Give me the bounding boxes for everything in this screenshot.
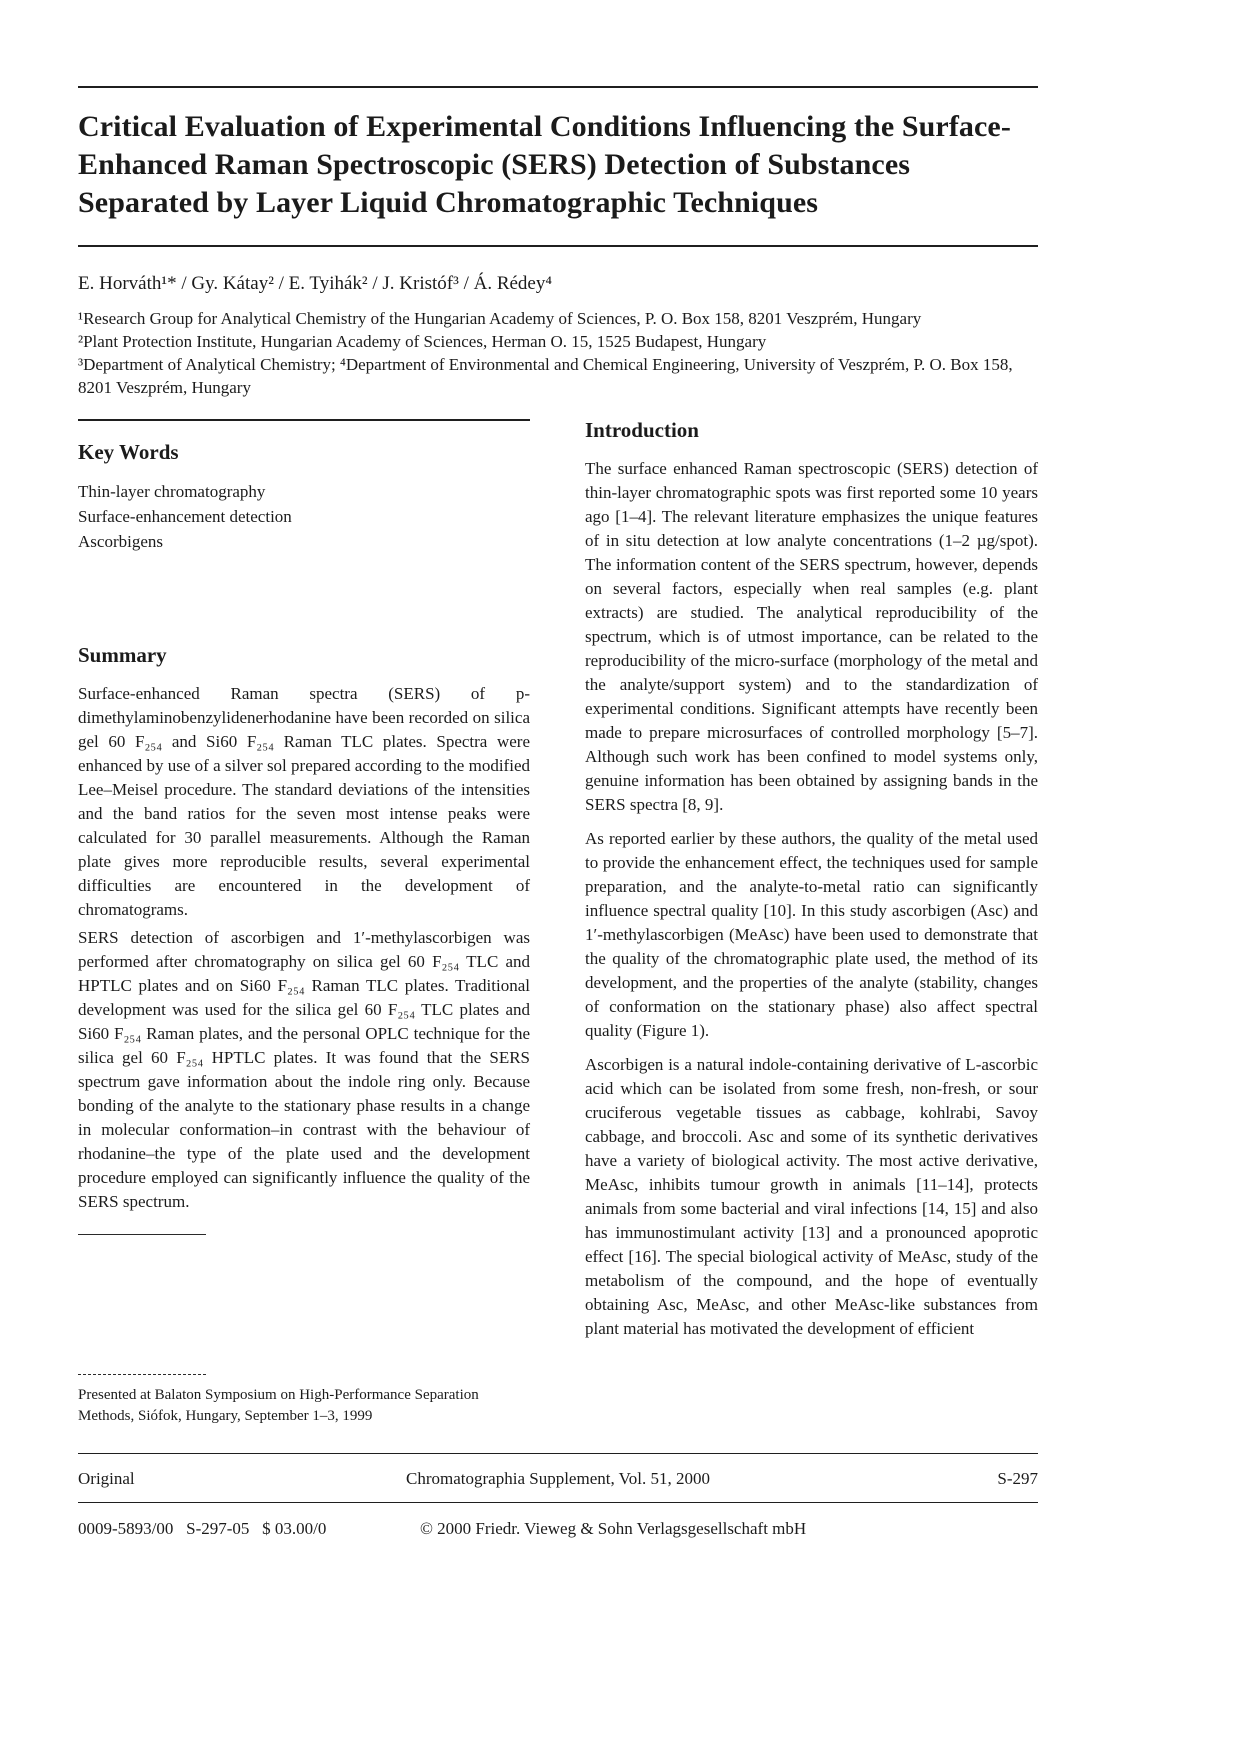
title-rule [78,245,1038,247]
article-title: Critical Evaluation of Experimental Conditions Influencing the Surface-Enhanced Raman Spectroscopic (SERS) Detection of Substances Separated by Layer Liquid Chromatographic Techniques [78,110,1011,219]
left-column [78,417,530,1427]
keyword-item: Thin-layer chromatography [78,482,266,501]
introduction-heading: Introduction [585,418,699,442]
affiliation-line: ¹Research Group for Analytical Chemistry of the Hungarian Academy of Sciences, P. O. Box 158, 8201 Veszprém, Hungary [78,309,922,328]
affiliation-line: ³Department of Analytical Chemistry; ⁴Department of Environmental and Chemical Engineering, University of Veszprém, P. O. Box 158, 8201 Veszprém, Hungary [78,355,1013,397]
summary-paragraph: Surface-enhanced Raman spectra (SERS) of p-dimethylaminobenzylidenerhodanine have been recorded on silica gel 60 F₂₅₄ and Si60 F₂₅₄ Raman TLC plates. Spectra were enhanced by use of a silver sol prepared according to the modified Lee–Meisel procedure. The standard deviations of the intensities and the band ratios for the seven most intense peaks were calculated for 30 parallel measurements. Although the Raman plate gives more reproducible results, several experimental difficulties are encountered in the development of chromatograms. [78,684,530,919]
presentation-footnote: Presented at Balaton Symposium on High-Performance Separation Methods, Siófok, Hungary, September 1–3, 1999 [78,1387,479,1424]
footer-section-label: Original [78,1469,135,1488]
footer-issn-code: 0009-5893/00 S-297-05 $ 03.00/0 [78,1519,327,1538]
summary-paragraph: SERS detection of ascorbigen and 1′-methylascorbigen was performed after chromatography on silica gel 60 F₂₅₄ TLC and HPTLC plates and on Si60 F₂₅₄ Raman TLC plates. Traditional development was used for the silica gel 60 F₂₅₄ TLC plates and Si60 F₂₅₄ Raman plates, and the personal OPLC technique for the silica gel 60 F₂₅₄ HPTLC plates. It was found that the SERS spectrum gave information about the indole ring only. Because bonding of the analyte to the stationary phase results in a change in molecular conformation–in contrast with the behaviour of rhodanine–the type of the plate used and the development procedure employed can significantly influence the quality of the SERS spectrum. [78,928,530,1211]
footnote-block [78,1354,530,1427]
summary-end-rule [78,1234,206,1235]
affiliation-line: ²Plant Protection Institute, Hungarian Academy of Sciences, Herman O. 15, 1525 Budapest, Hungary [78,332,767,351]
two-column-body [78,417,1038,1427]
footer-copyright-row [78,1503,1038,1539]
footer-journal-ref: Chromatographia Supplement, Vol. 51, 2000 [406,1469,710,1488]
introduction-paragraph: As reported earlier by these authors, the quality of the metal used to provide the enhancement effect, the techniques used for sample preparation, and the analyte-to-metal ratio can significantly influence spectral quality [10]. In this study ascorbigen (Asc) and 1′-methylascorbigen (MeAsc) have been used to demonstrate that the quality of the chromatographic plate used, the method of its development, and the properties of the analyte (stability, changes of conformation on the stationary phase) also affect spectral quality (Figure 1). [585,829,1038,1040]
top-rule [78,86,1038,88]
keyword-item: Ascorbigens [78,532,163,551]
footnote-separator-rule [78,1374,206,1375]
summary-heading: Summary [78,643,167,667]
authors-line: E. Horváth¹* / Gy. Kátay² / E. Tyihák² / J. Kristóf³ / Á. Rédey⁴ [78,273,552,294]
footer-page-number: S-297 [997,1469,1038,1488]
page-footer [78,1453,1038,1539]
keywords-heading: Key Words [78,440,179,464]
introduction-paragraph: The surface enhanced Raman spectroscopic (SERS) detection of thin-layer chromatographic spots was first reported some 10 years ago [1–4]. The relevant literature emphasizes the unique features of in situ detection at low analyte concentrations (1–2 µg/spot). The information content of the SERS spectrum, however, depends on several factors, especially when real samples (e.g. plant extracts) are studied. The analytical reproducibility of the spectrum, which is of utmost importance, can be related to the reproducibility of the micro-surface (morphology of the metal and the analyte/support system) and to the standardization of experimental conditions. Significant attempts have recently been made to prepare microsurfaces of controlled morphology [5–7]. Although such work has been confined to model systems only, genuine information has been obtained by assigning bands in the SERS spectra [8, 9]. [585,459,1038,814]
right-column [585,417,1038,1427]
introduction-paragraph: Ascorbigen is a natural indole-containing derivative of L-ascorbic acid which can be isolated from some fresh, non-fresh, or sour cruciferous vegetable tissues as cabbage, kohlrabi, Savoy cabbage, and broccoli. Asc and some of its synthetic derivatives have a variety of biological activity. The most active derivative, MeAsc, inhibits tumour growth in animals [11–14], protects animals from some bacterial and viral infections [14, 15] and also has immunostimulant activity [13] and a pronounced apoprotic effect [16]. The special biological activity of MeAsc, study of the metabolism of the compound, and the hope of eventually obtaining Asc, MeAsc, and other MeAsc-like substances from plant material has motivated the development of efficient [585,1055,1038,1338]
keywords-rule [78,419,530,421]
page-content [78,0,1038,1539]
keywords-list [78,479,530,554]
affiliations [78,307,1038,399]
footer-journal-row [78,1454,1038,1502]
keyword-item: Surface-enhancement detection [78,507,292,526]
footer-copyright: © 2000 Friedr. Vieweg & Sohn Verlagsgesellschaft mbH [420,1519,807,1538]
